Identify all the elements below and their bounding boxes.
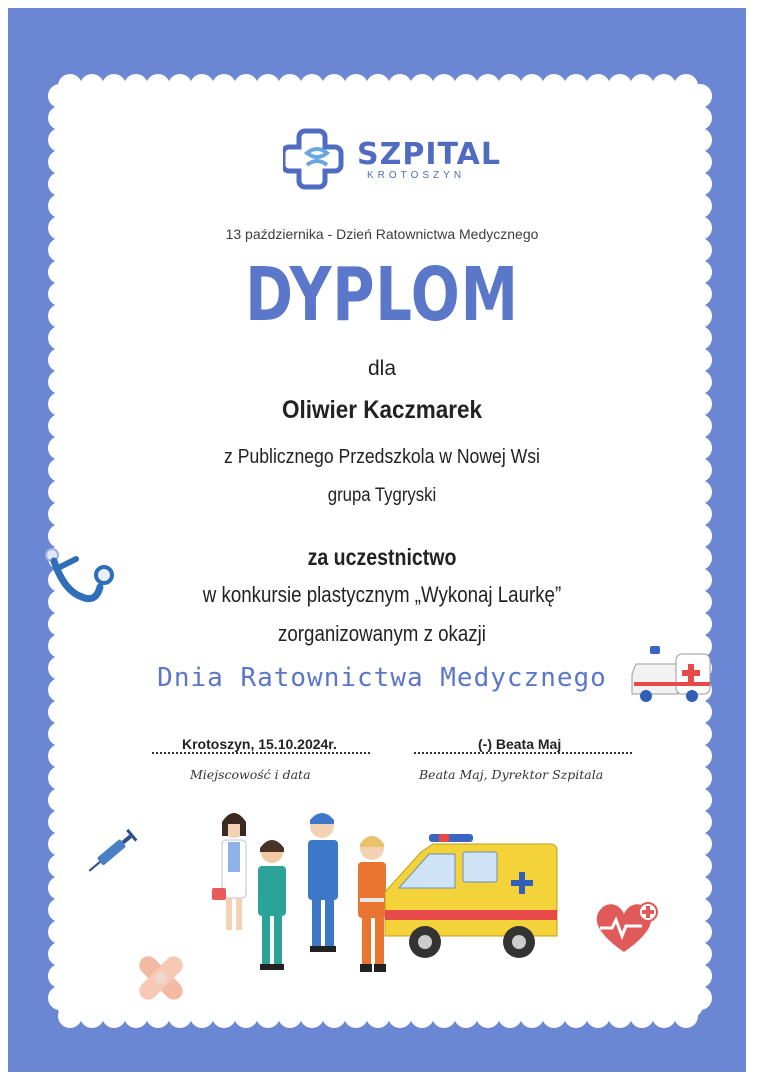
- scallop-bump: [102, 1004, 126, 1028]
- scallop-bump: [48, 788, 72, 812]
- scallop-bump: [410, 1004, 434, 1028]
- scallop-bump: [48, 876, 72, 900]
- scallop-bump: [688, 722, 712, 746]
- scallop-bump: [688, 964, 712, 988]
- logo-city: KROTOSZYN: [367, 170, 466, 181]
- scallop-bump: [190, 74, 214, 98]
- logo-name: SZPITAL: [357, 137, 501, 172]
- signature-dotted-line: [414, 752, 632, 754]
- scallop-bump: [688, 920, 712, 944]
- scallop-bump: [124, 74, 148, 98]
- group-line: grupa Tygryski: [327, 485, 437, 506]
- scallop-bump: [542, 74, 566, 98]
- scallop-bump: [688, 128, 712, 152]
- scallop-bump: [48, 854, 72, 878]
- scallop-bump: [688, 810, 712, 834]
- scallop-bump: [344, 1004, 368, 1028]
- scallop-bump: [388, 1004, 412, 1028]
- scallop-bump: [688, 942, 712, 966]
- scallop-bump: [48, 898, 72, 922]
- scallop-bump: [48, 722, 72, 746]
- scallop-bump: [564, 1004, 588, 1028]
- scallop-bump: [688, 854, 712, 878]
- scallop-bump: [498, 1004, 522, 1028]
- doctor-figure: [212, 813, 246, 930]
- scallop-bump: [586, 1004, 610, 1028]
- scallop-bump: [80, 74, 104, 98]
- scallop-bump: [48, 942, 72, 966]
- scallop-bump: [388, 74, 412, 98]
- syringe-icon: [80, 820, 146, 882]
- scallop-bump: [48, 832, 72, 856]
- scallop-bump: [688, 260, 712, 284]
- scallop-bump: [48, 766, 72, 790]
- scallop-bump: [608, 1004, 632, 1028]
- scallop-bump: [688, 84, 712, 108]
- scallop-bump: [652, 74, 676, 98]
- for-label: dla: [367, 357, 397, 380]
- scallop-bump: [688, 744, 712, 768]
- scallop-bump: [476, 74, 500, 98]
- scallop-bump: [542, 1004, 566, 1028]
- scallop-bump: [48, 282, 72, 306]
- scallop-bump: [146, 74, 170, 98]
- scallop-bump: [48, 964, 72, 988]
- scallop-bump: [630, 1004, 654, 1028]
- scallop-bump: [688, 106, 712, 130]
- cross-logo-icon: [283, 125, 351, 193]
- scallop-bump: [432, 74, 456, 98]
- signature-value: (-) Beata Maj: [478, 736, 562, 752]
- scallop-bump: [688, 788, 712, 812]
- scallop-bump: [80, 1004, 104, 1028]
- scallop-bump: [476, 1004, 500, 1028]
- scallop-bump: [48, 106, 72, 130]
- scallop-bump: [586, 74, 610, 98]
- school-line: z Publicznego Przedszkola w Nowej Wsi: [224, 446, 540, 468]
- scallop-bump: [688, 304, 712, 328]
- scallop-bump: [322, 74, 346, 98]
- scallop-bump: [520, 74, 544, 98]
- scallop-bump: [688, 282, 712, 306]
- scallop-bump: [48, 304, 72, 328]
- small-ambulance-icon: [630, 640, 714, 706]
- occasion-text: 13 października - Dzień Ratownictwa Medycznego: [225, 226, 539, 242]
- scallop-bump: [300, 74, 324, 98]
- place-date-caption: Miejscowość i data: [190, 767, 311, 782]
- scallop-bump: [630, 74, 654, 98]
- scallop-bump: [48, 810, 72, 834]
- scallop-bump: [212, 1004, 236, 1028]
- scallop-bump: [688, 876, 712, 900]
- scallop-bump: [234, 74, 258, 98]
- scallop-bump: [688, 898, 712, 922]
- scallop-bump: [300, 1004, 324, 1028]
- scallop-bump: [344, 74, 368, 98]
- scallop-bump: [688, 150, 712, 174]
- place-date-dotted-line: [152, 752, 370, 754]
- scallop-bump: [48, 920, 72, 944]
- scallop-bump: [48, 986, 72, 1010]
- medical-staff-illustration: [210, 808, 400, 980]
- contest-line: w konkursie plastycznym „Wykonaj Laurkę”: [202, 582, 562, 607]
- scallop-bump: [688, 766, 712, 790]
- scallop-bump: [48, 744, 72, 768]
- recipient-name: Oliwier Kaczmarek: [281, 396, 483, 424]
- scallop-bump: [688, 832, 712, 856]
- diploma-title: DYPLOM: [245, 252, 519, 338]
- day-name: Dnia Ratownictwa Medycznego: [157, 663, 607, 693]
- scallop-bump: [652, 1004, 676, 1028]
- scallop-bump: [168, 74, 192, 98]
- scallop-bump: [48, 260, 72, 284]
- scallop-bump: [322, 1004, 346, 1028]
- scallop-bump: [212, 74, 236, 98]
- scallop-bump: [454, 1004, 478, 1028]
- scallop-bump: [688, 986, 712, 1010]
- scallop-bump: [432, 1004, 456, 1028]
- scallop-bump: [278, 74, 302, 98]
- signature-caption: Beata Maj, Dyrektor Szpitala: [419, 767, 604, 782]
- place-date-value: Krotoszyn, 15.10.2024r.: [182, 736, 337, 752]
- ambulance-illustration: [383, 832, 558, 962]
- scallop-bump: [48, 150, 72, 174]
- scallop-bump: [454, 74, 478, 98]
- heart-icon: [592, 898, 662, 956]
- scallop-bump: [366, 1004, 390, 1028]
- scallop-bump: [256, 1004, 280, 1028]
- scallop-bump: [608, 74, 632, 98]
- scallop-bump: [256, 74, 280, 98]
- stethoscope-icon: [42, 545, 118, 615]
- scallop-bump: [498, 74, 522, 98]
- reason-line: za uczestnictwo: [307, 544, 457, 570]
- scallop-bump: [48, 326, 72, 350]
- scallop-bump: [48, 700, 72, 724]
- scallop-bump: [48, 172, 72, 196]
- bandage-icon: [128, 945, 194, 1011]
- scallop-bump: [564, 74, 588, 98]
- scallop-bump: [234, 1004, 258, 1028]
- scallop-bump: [410, 74, 434, 98]
- scallop-bump: [688, 172, 712, 196]
- organized-line: zorganizowanym z okazji: [278, 621, 486, 646]
- scallop-bump: [278, 1004, 302, 1028]
- scallop-bump: [520, 1004, 544, 1028]
- scallop-bump: [102, 74, 126, 98]
- scallop-bump: [48, 194, 72, 218]
- scallop-bump: [366, 74, 390, 98]
- scallop-bump: [688, 326, 712, 350]
- scallop-bump: [688, 194, 712, 218]
- scallop-bump: [48, 84, 72, 108]
- scallop-bump: [48, 128, 72, 152]
